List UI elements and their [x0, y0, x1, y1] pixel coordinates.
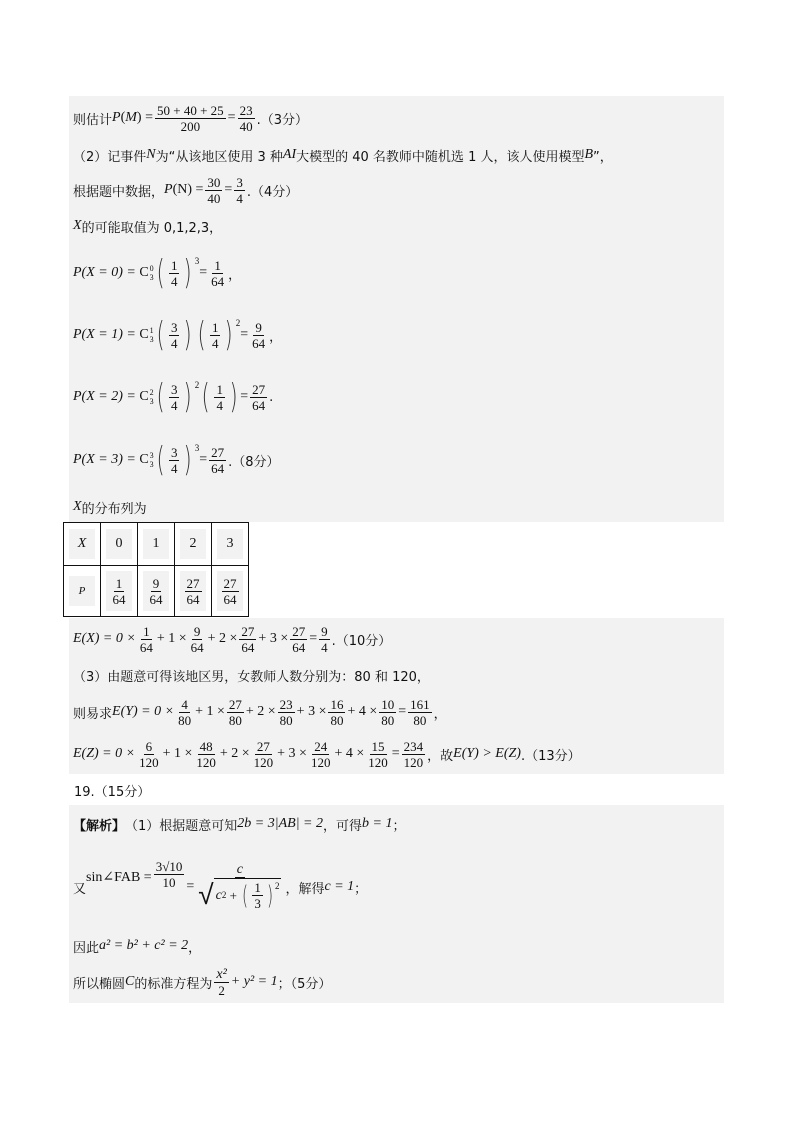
solution-line-x-values: X 的可能取值为 0,1,2,3，: [69, 210, 724, 242]
fraction: $\frac{27}{64}$: [211, 444, 225, 476]
combination: C 0 3: [139, 264, 154, 282]
fraction: $\frac{50 + 40 + 25}{200}$: [156, 102, 224, 134]
solution-line-part3: （3）由题意可得该地区男，女教师人数分别为：80 和 120，: [69, 660, 724, 690]
fraction: $\frac{1}{64}$: [211, 257, 225, 289]
table-row: X 0 1 2 3: [64, 523, 249, 566]
formula-ey: 则易求 E(Y) = 0 × $\frac{4}{80}$ + 1 × $\frac{27}{80}$ + 2 × $\frac{23}{80}$ + 3 × $\frac{16}{80}$ + 4 × $\frac{10}{80}$ = $\frac{161}{80}$ ，: [69, 690, 724, 734]
solution-19-step3: 因此 a² = b² + c² = 2 ，: [69, 931, 724, 961]
formula-ex: E(X) = 0 × $\frac{1}{64}$ + 1 × $\frac{9}{64}$ + 2 × $\frac{27}{64}$ + 3 × $\frac{27}{64}$ = $\frac{9}{4}$ .（10分）: [69, 618, 724, 660]
formula-px2: P(X = 2) = C 2 3 ( $\frac{3}{4}$ ) $^2$ ( $\frac{1}{4}$ ) = $\frac{27}{64}$ .: [69, 366, 724, 428]
formula-ez: E(Z) = 0 × $\frac{6}{120}$ + 1 × $\frac{48}{120}$ + 2 × $\frac{27}{120}$ + 3 × $\frac{24}{120}$ + 4 × $\frac{15}{120}$ = $\frac{234}{120}$ ，故 E(Y) > E(Z) .（13分）: [69, 734, 724, 774]
solution-19-step2: 又 sin∠FAB = $\frac{3√10}{10}$ = c √ c 2 + ( $\frac{1}{3}$ ) $^2$ ，解得 c = 1 ；: [69, 843, 724, 931]
formula-px0: P(X = 0) = C 0 3 ( $\frac{1}{4}$ ) $^3$ = $\frac{1}{64}$ ，: [69, 242, 724, 304]
solution-line-pm: 则估计 P ( M ) = $\frac{50 + 40 + 25}{200}$ = $\frac{23}{40}$ .（3分）: [69, 96, 724, 140]
fraction: c √ c 2 + ( $\frac{1}{3}$ ) $^2$: [198, 861, 280, 911]
formula-px1: P(X = 1) = C 1 3 ( $\frac{3}{4}$ ) ( $\frac{1}{4}$ ) $^2$ = $\frac{9}{64}$ ，: [69, 304, 724, 366]
question-number: 19.（15分）: [74, 784, 151, 800]
fraction: $\frac{27}{64}$: [252, 381, 266, 413]
table-row: P $\frac{1}{64}$ $\frac{9}{64}$ $\frac{27}{64}$ $\frac{27}{64}$: [64, 566, 249, 617]
solution-19-step4: 所以椭圆 C 的标准方程为 $\frac{\text{x²}}{2}$ + y² = 1 ；（5分）: [69, 961, 724, 1003]
combination: C 1 3: [139, 326, 154, 344]
combination: C 2 3: [139, 388, 154, 406]
formula-px3: P(X = 3) = C 3 3 ( $\frac{3}{4}$ ) $^3$ = $\frac{27}{64}$ .（8分）: [69, 428, 724, 492]
solution-line-event-n: （2）记事件 N 为“从该地区使用 3 种 AI 大模型的 40 名教师中随机选 1 人，该人使用模型 B ”，: [69, 140, 724, 170]
solution-19-step1: 【解析】 （1）根据题意可知 2b = 3|AB| = 2 ，可得 b = 1 ；: [69, 805, 724, 843]
solution-line-pn: 根据题中数据， P (N) = $\frac{30}{40}$ = $\frac{3}{4}$ .（4分）: [69, 170, 724, 210]
combination: C 3 3: [139, 451, 154, 469]
distribution-table: [63, 522, 249, 617]
fraction: $\frac{23}{40}$: [239, 102, 253, 134]
distribution-heading: X 的分布列为: [69, 492, 724, 522]
fraction: $\frac{9}{64}$: [252, 319, 266, 351]
fraction: $\frac{3}{4}$: [236, 174, 243, 206]
fraction: $\frac{30}{40}$: [207, 174, 221, 206]
